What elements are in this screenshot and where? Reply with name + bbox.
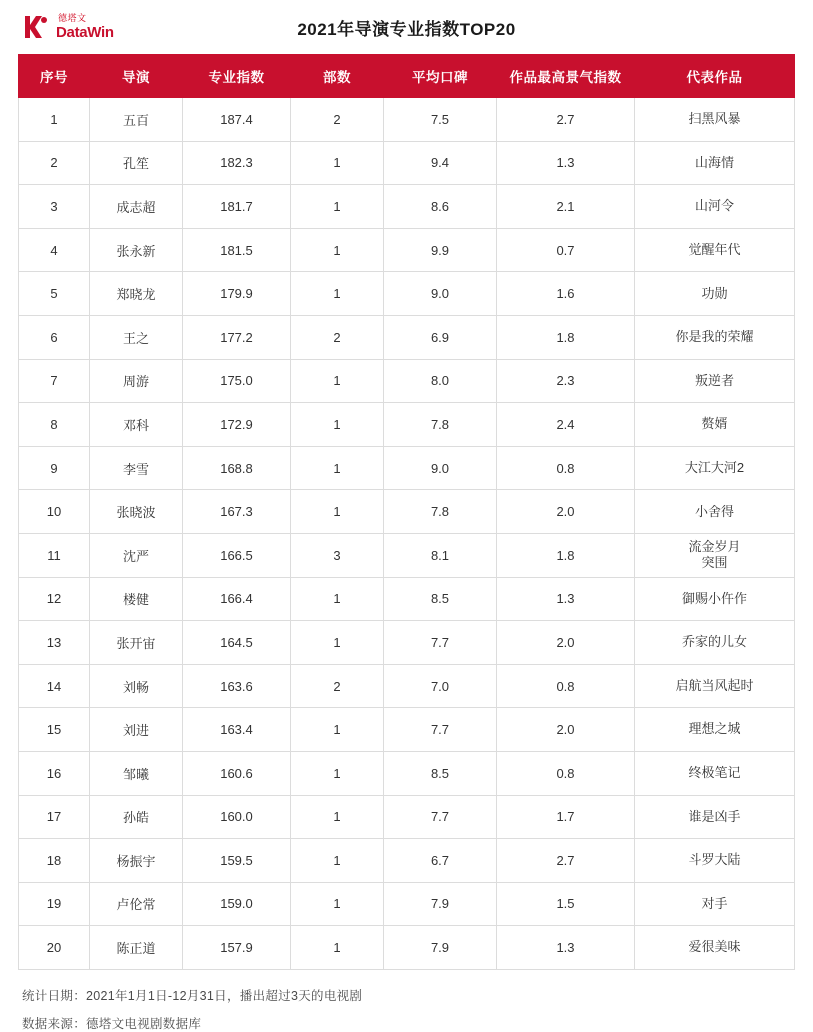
cell-word: 8.1 (384, 533, 497, 577)
table-row (19, 708, 795, 752)
work-title: 乔家的儿女 (681, 634, 747, 650)
cell-max-index: 1.7 (497, 795, 635, 839)
cell-word: 7.7 (384, 621, 497, 665)
cell-count: 1 (291, 621, 384, 665)
cell-director: 五百 (90, 98, 183, 142)
cell-director: 周游 (90, 359, 183, 403)
cell-index: 20 (19, 926, 90, 970)
cell-max-index: 2.0 (497, 490, 635, 534)
cell-index: 16 (19, 751, 90, 795)
cell-count: 1 (291, 751, 384, 795)
cell-index: 1 (19, 98, 90, 142)
table-row (19, 621, 795, 665)
cell-word: 6.9 (384, 315, 497, 359)
cell-word: 9.0 (384, 446, 497, 490)
cell-max-index: 1.3 (497, 926, 635, 970)
cell-count: 1 (291, 446, 384, 490)
cell-score: 160.0 (183, 795, 291, 839)
cell-count: 3 (291, 533, 384, 577)
cell-score: 172.9 (183, 403, 291, 447)
footnote-source: 数据来源：德塔文电视剧数据库 (22, 1016, 202, 1031)
cell-index: 13 (19, 621, 90, 665)
cell-max-index: 2.7 (497, 98, 635, 142)
cell-index: 15 (19, 708, 90, 752)
table-row (19, 98, 795, 142)
work-title: 对手 (701, 895, 728, 911)
cell-director: 郑晓龙 (90, 272, 183, 316)
column-header-word: 平均口碑 (384, 55, 497, 98)
cell-max-index: 0.8 (497, 664, 635, 708)
table-row (19, 403, 795, 447)
brand-name-en: DataWin (56, 24, 114, 41)
cell-max-index: 1.6 (497, 272, 635, 316)
cell-works (635, 185, 795, 229)
cell-count: 1 (291, 185, 384, 229)
cell-works (635, 664, 795, 708)
cell-count: 1 (291, 882, 384, 926)
cell-works (635, 577, 795, 621)
cell-word: 7.0 (384, 664, 497, 708)
cell-score: 159.0 (183, 882, 291, 926)
cell-word: 7.5 (384, 98, 497, 142)
column-header-index: 序号 (19, 55, 90, 98)
cell-index: 4 (19, 228, 90, 272)
cell-director: 沈严 (90, 533, 183, 577)
cell-director: 张晓波 (90, 490, 183, 534)
cell-director: 张永新 (90, 228, 183, 272)
cell-score: 160.6 (183, 751, 291, 795)
table-header (19, 55, 795, 98)
cell-word: 9.0 (384, 272, 497, 316)
work-title: 谁是凶手 (688, 808, 741, 824)
cell-word: 8.6 (384, 185, 497, 229)
cell-max-index: 0.7 (497, 228, 635, 272)
cell-score: 163.6 (183, 664, 291, 708)
cell-works (635, 272, 795, 316)
cell-score: 181.5 (183, 228, 291, 272)
work-title: 叛逆者 (694, 372, 734, 388)
table-row (19, 185, 795, 229)
cell-count: 1 (291, 359, 384, 403)
table-row (19, 795, 795, 839)
datawin-logo-icon (22, 12, 52, 42)
cell-word: 7.9 (384, 926, 497, 970)
cell-word: 8.5 (384, 577, 497, 621)
cell-max-index: 1.8 (497, 315, 635, 359)
work-title: 小舍得 (694, 503, 734, 519)
brand-name-cn: 德塔文 (58, 13, 87, 23)
work-title: 终极笔记 (688, 765, 741, 781)
cell-max-index: 2.1 (497, 185, 635, 229)
cell-works (635, 141, 795, 185)
table-row (19, 577, 795, 621)
column-header-director: 导演 (90, 55, 183, 98)
cell-director: 孙皓 (90, 795, 183, 839)
cell-score: 187.4 (183, 98, 291, 142)
cell-index: 6 (19, 315, 90, 359)
cell-score: 166.5 (183, 533, 291, 577)
cell-count: 1 (291, 577, 384, 621)
footnotes (18, 986, 795, 1032)
cell-works (635, 708, 795, 752)
cell-index: 11 (19, 533, 90, 577)
cell-count: 2 (291, 98, 384, 142)
cell-max-index: 2.4 (497, 403, 635, 447)
cell-word: 9.9 (384, 228, 497, 272)
cell-count: 1 (291, 795, 384, 839)
cell-director: 王之 (90, 315, 183, 359)
brand-logo (22, 12, 114, 42)
cell-score: 157.9 (183, 926, 291, 970)
work-title: 流金岁月 (688, 538, 741, 554)
cell-index: 12 (19, 577, 90, 621)
cell-index: 19 (19, 882, 90, 926)
cell-works (635, 533, 795, 577)
cell-index: 8 (19, 403, 90, 447)
cell-score: 168.8 (183, 446, 291, 490)
cell-max-index: 2.0 (497, 621, 635, 665)
table-row (19, 533, 795, 577)
cell-word: 7.7 (384, 795, 497, 839)
cell-director: 楼健 (90, 577, 183, 621)
cell-works (635, 882, 795, 926)
cell-index: 14 (19, 664, 90, 708)
cell-max-index: 0.8 (497, 446, 635, 490)
cell-max-index: 2.7 (497, 839, 635, 883)
cell-index: 5 (19, 272, 90, 316)
cell-max-index: 1.5 (497, 882, 635, 926)
column-header-max-index: 作品最高景气指数 (497, 55, 635, 98)
cell-works (635, 751, 795, 795)
cell-max-index: 1.3 (497, 141, 635, 185)
work-title: 爱很美味 (688, 939, 741, 955)
cell-max-index: 1.8 (497, 533, 635, 577)
cell-word: 9.4 (384, 141, 497, 185)
work-title: 理想之城 (688, 721, 741, 737)
work-title: 扫黑风暴 (688, 111, 741, 127)
table-row (19, 882, 795, 926)
cell-index: 18 (19, 839, 90, 883)
cell-count: 1 (291, 839, 384, 883)
column-header-works: 代表作品 (635, 55, 795, 98)
work-title: 突围 (701, 555, 728, 571)
cell-director: 卢伦常 (90, 882, 183, 926)
cell-count: 1 (291, 141, 384, 185)
table-row (19, 664, 795, 708)
cell-score: 166.4 (183, 577, 291, 621)
work-title: 功勋 (701, 285, 728, 301)
cell-director: 邓科 (90, 403, 183, 447)
table-row (19, 315, 795, 359)
cell-score: 163.4 (183, 708, 291, 752)
table-row (19, 228, 795, 272)
cell-max-index: 2.0 (497, 708, 635, 752)
table-row (19, 490, 795, 534)
table-row (19, 751, 795, 795)
page-header (18, 0, 795, 54)
table-row (19, 141, 795, 185)
cell-works (635, 490, 795, 534)
cell-word: 8.5 (384, 751, 497, 795)
column-header-count: 部数 (291, 55, 384, 98)
page-title: 2021年导演专业指数TOP20 (297, 19, 516, 39)
work-title: 山海情 (694, 154, 734, 170)
cell-max-index: 2.3 (497, 359, 635, 403)
cell-max-index: 0.8 (497, 751, 635, 795)
cell-works (635, 98, 795, 142)
cell-director: 李雪 (90, 446, 183, 490)
cell-count: 1 (291, 708, 384, 752)
director-rank-table (18, 54, 795, 970)
work-title: 山河令 (694, 198, 734, 214)
cell-index: 9 (19, 446, 90, 490)
cell-works (635, 359, 795, 403)
cell-index: 17 (19, 795, 90, 839)
cell-score: 182.3 (183, 141, 291, 185)
cell-score: 181.7 (183, 185, 291, 229)
cell-director: 成志超 (90, 185, 183, 229)
table-row (19, 446, 795, 490)
work-title: 赘婿 (701, 416, 728, 432)
cell-works (635, 315, 795, 359)
cell-count: 2 (291, 315, 384, 359)
table-row (19, 272, 795, 316)
cell-score: 167.3 (183, 490, 291, 534)
cell-count: 1 (291, 926, 384, 970)
cell-word: 7.8 (384, 490, 497, 534)
work-title: 启航当风起时 (675, 677, 754, 693)
cell-director: 杨振宇 (90, 839, 183, 883)
cell-score: 177.2 (183, 315, 291, 359)
cell-works (635, 228, 795, 272)
cell-works (635, 621, 795, 665)
cell-director: 张开宙 (90, 621, 183, 665)
cell-director: 孔笙 (90, 141, 183, 185)
footnote-date-range: 统计日期：2021年1月1日-12月31日，播出超过3天的电视剧 (22, 988, 363, 1003)
cell-director: 陈正道 (90, 926, 183, 970)
cell-word: 7.8 (384, 403, 497, 447)
cell-word: 7.9 (384, 882, 497, 926)
cell-count: 1 (291, 403, 384, 447)
cell-word: 8.0 (384, 359, 497, 403)
cell-works (635, 839, 795, 883)
cell-works (635, 446, 795, 490)
cell-index: 3 (19, 185, 90, 229)
cell-word: 6.7 (384, 839, 497, 883)
cell-index: 10 (19, 490, 90, 534)
work-title: 御赐小仵作 (681, 590, 747, 606)
table-body (19, 98, 795, 970)
work-title: 斗罗大陆 (688, 852, 741, 868)
table-row (19, 839, 795, 883)
cell-director: 邹曦 (90, 751, 183, 795)
cell-works (635, 926, 795, 970)
cell-word: 7.7 (384, 708, 497, 752)
cell-score: 159.5 (183, 839, 291, 883)
cell-count: 1 (291, 490, 384, 534)
cell-count: 1 (291, 272, 384, 316)
work-title: 大江大河2 (684, 459, 745, 475)
cell-index: 7 (19, 359, 90, 403)
cell-index: 2 (19, 141, 90, 185)
cell-count: 1 (291, 228, 384, 272)
column-header-score: 专业指数 (183, 55, 291, 98)
cell-works (635, 403, 795, 447)
cell-director: 刘进 (90, 708, 183, 752)
work-title: 觉醒年代 (688, 241, 741, 257)
table-row (19, 926, 795, 970)
cell-max-index: 1.3 (497, 577, 635, 621)
brand-text (56, 14, 114, 40)
cell-works (635, 795, 795, 839)
cell-count: 2 (291, 664, 384, 708)
table-row (19, 359, 795, 403)
cell-score: 164.5 (183, 621, 291, 665)
cell-score: 175.0 (183, 359, 291, 403)
cell-score: 179.9 (183, 272, 291, 316)
table-header-row (19, 55, 795, 98)
cell-director: 刘畅 (90, 664, 183, 708)
work-title: 你是我的荣耀 (675, 329, 754, 345)
